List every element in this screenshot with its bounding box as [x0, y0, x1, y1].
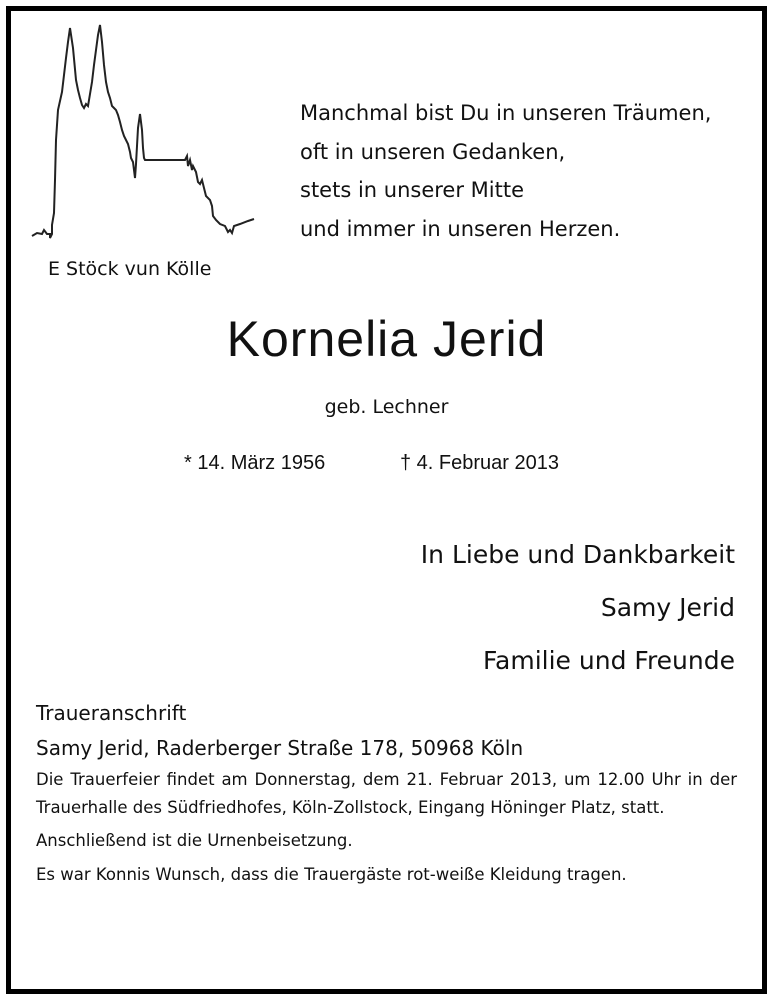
poem: [300, 94, 711, 248]
burial-text: Anschließend ist die Urnenbeisetzung.: [36, 831, 353, 850]
birth-date: * 14. März 1956: [184, 452, 326, 474]
maiden-name: geb. Lechner: [324, 396, 449, 418]
address-label: Traueranschrift: [36, 701, 187, 725]
address-value: Samy Jerid, Raderberger Straße 178, 50968 Köln: [36, 736, 524, 760]
poem-line: Manchmal bist Du in unseren Träumen,: [300, 101, 712, 125]
wish-text: Es war Konnis Wunsch, dass die Trauergäste rot-weiße Kleidung tragen.: [36, 864, 627, 884]
signature-family: Familie und Freunde: [482, 646, 735, 675]
ceremony-text: Die Trauerfeier findet am Donnerstag, dem 21. Februar 2013, um 12.00 Uhr in der Trauerhalle des Südfriedhofes, Köln-Zollstock, Eingang Höninger Platz, statt.: [36, 770, 737, 817]
cologne-skyline-icon: [30, 20, 260, 245]
poem-line: stets in unserer Mitte: [300, 178, 524, 202]
emblem-caption: E Stöck vun Kölle: [48, 258, 212, 280]
ceremony-notice: [36, 766, 737, 888]
poem-line: und immer in unseren Herzen.: [300, 216, 621, 241]
signature-name: Samy Jerid: [600, 593, 735, 622]
death-date: † 4. Februar 2013: [400, 452, 559, 474]
poem-line: oft in unseren Gedanken,: [300, 139, 566, 164]
deceased-name: Kornelia Jerid: [226, 311, 547, 367]
signature-dedication: In Liebe und Dankbarkeit: [420, 540, 735, 569]
